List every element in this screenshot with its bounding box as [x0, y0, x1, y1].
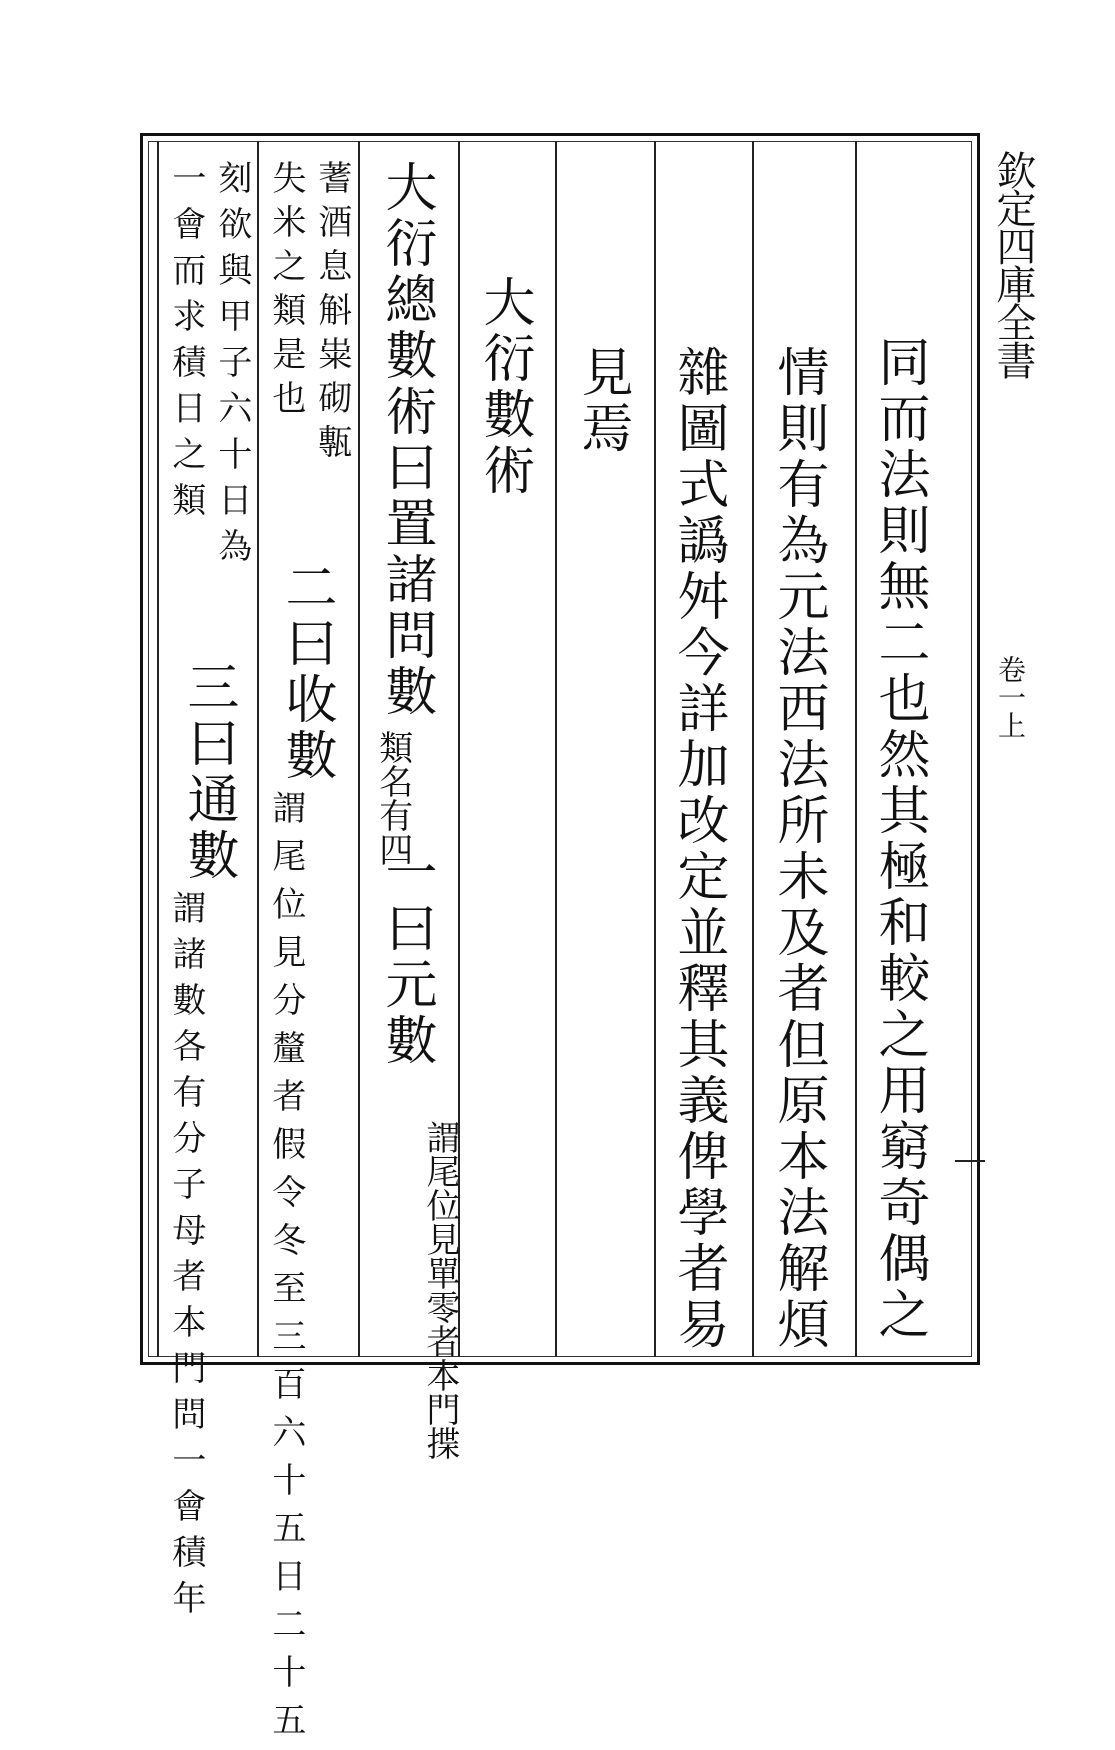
text-column-5: 大衍數術 [474, 275, 534, 499]
text-column-2: 情則有為元法西法所未及者但原本法解煩 [768, 345, 828, 1353]
margin-tick [955, 1160, 985, 1162]
column-divider [555, 141, 557, 1357]
section-note-e-col1: 刻欲與甲子六十日為 [211, 160, 252, 574]
section-heading-a: 大衍總數術曰置諸問數 [376, 160, 436, 720]
column-divider [752, 141, 754, 1357]
section-note-a: 類名有四 [372, 730, 413, 866]
column-divider [257, 141, 259, 1357]
column-divider [855, 141, 857, 1357]
section-note-e-col2: 一會而求積日之類 [165, 160, 206, 528]
section-heading-b: 一曰元數 [376, 845, 436, 1069]
text-column-4: 見焉 [572, 345, 632, 457]
section-note-f: 謂諸數各有分子母者本門問一會積年 [165, 890, 206, 1626]
section-heading-c: 二曰收數 [276, 560, 336, 784]
text-column-1: 同而法則無二也然其極和較之用窮奇偶之 [869, 335, 929, 1343]
column-divider [157, 141, 159, 1357]
section-note-b: 謂尾位見單零者本門揲 [420, 1120, 460, 1460]
section-heading-d: 三曰通數 [178, 660, 238, 884]
section-note-c-col1: 蓍酒息斛粜砌甎 [311, 160, 352, 468]
margin-juan: 卷一上 [994, 655, 1027, 739]
column-divider [654, 141, 656, 1357]
section-note-c-col2: 失米之類是也 [265, 160, 306, 424]
text-column-3: 雜圖式譌舛今詳加改定並釋其義俾學者易 [668, 345, 728, 1353]
column-divider [358, 141, 360, 1357]
margin-title: 欽定四庫全書 [990, 150, 1036, 378]
section-note-d: 謂尾位見分釐者假令冬至三百六十五日二十五 [265, 790, 306, 1750]
